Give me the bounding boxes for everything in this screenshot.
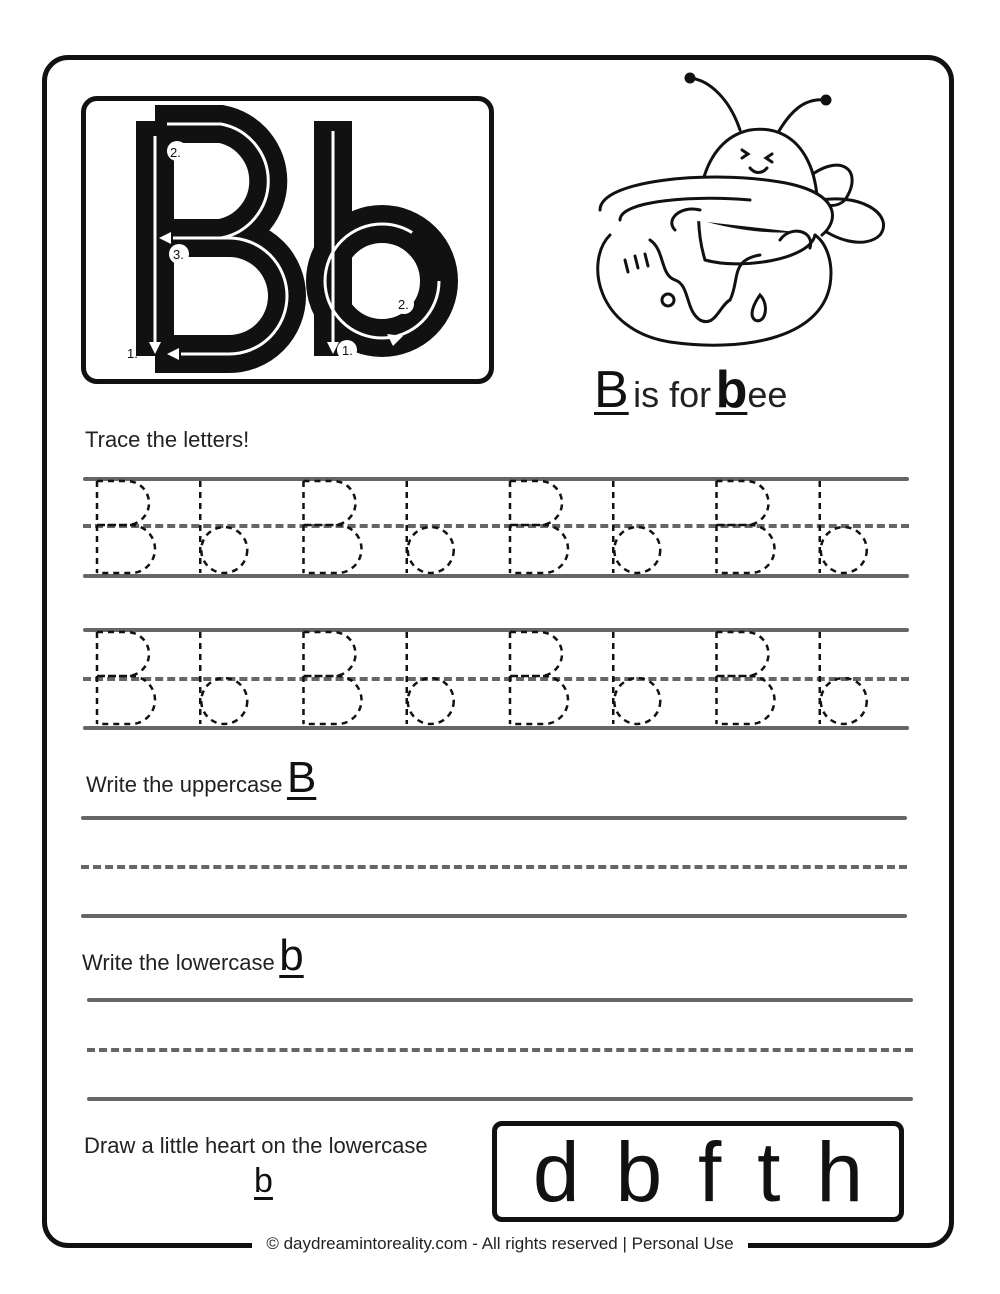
trace-letter-lower-b[interactable]: [407, 481, 454, 573]
stroke-number: 3.: [173, 247, 184, 262]
trace-row-1-letters: [83, 477, 909, 577]
footer: [0, 1234, 1000, 1254]
caption-upper-letter: B: [594, 361, 629, 419]
choice-letter[interactable]: b: [615, 1124, 663, 1219]
letter-choices-box: [492, 1121, 904, 1222]
lowercase-section-label: Write the lowercase: [82, 950, 275, 975]
choice-letter[interactable]: h: [816, 1124, 864, 1219]
lowercase-writing-top-line[interactable]: [87, 998, 913, 1002]
bee-honey-pot-illustration: [590, 70, 890, 360]
trace-letter-upper-b[interactable]: [304, 632, 362, 724]
uppercase-section-letter: B: [286, 753, 317, 802]
trace-letter-lower-b[interactable]: [820, 632, 867, 724]
trace-letter-lower-b[interactable]: [200, 632, 247, 724]
trace-letter-upper-b[interactable]: [717, 632, 775, 724]
trace-letter-lower-b[interactable]: [200, 481, 247, 573]
trace-letter-lower-b[interactable]: [613, 481, 660, 573]
lowercase-writing-mid-line[interactable]: [87, 1048, 913, 1052]
footer-text: © daydreamintoreality.com - All rights reserved | Personal Use: [252, 1234, 747, 1253]
trace-letter-upper-b[interactable]: [717, 481, 775, 573]
uppercase-section-heading: [86, 753, 317, 802]
lowercase-section-letter: b: [279, 931, 304, 980]
caption-is-for: is for: [633, 374, 712, 415]
choice-letter[interactable]: t: [757, 1124, 781, 1219]
caption-word-letter: b: [715, 361, 748, 419]
uppercase-writing-base-line[interactable]: [81, 914, 907, 918]
model-letter-upper-b: [136, 121, 287, 360]
lowercase-writing-base-line[interactable]: [87, 1097, 913, 1101]
trace-letter-upper-b[interactable]: [97, 632, 155, 724]
trace-letter-upper-b[interactable]: [510, 632, 568, 724]
trace-letter-upper-b[interactable]: [510, 481, 568, 573]
trace-letter-lower-b[interactable]: [820, 481, 867, 573]
stroke-number: 1.: [127, 346, 138, 361]
uppercase-writing-mid-line[interactable]: [81, 865, 907, 869]
trace-letter-lower-b[interactable]: [613, 632, 660, 724]
stroke-number: 1.: [342, 343, 353, 358]
heart-section-label: Draw a little heart on the lowercase: [84, 1133, 428, 1158]
model-letter-lower-b: [314, 121, 439, 360]
heart-section-letter: b: [254, 1162, 273, 1200]
trace-letter-upper-b[interactable]: [97, 481, 155, 573]
lowercase-section-heading: [82, 931, 304, 980]
trace-letter-lower-b[interactable]: [407, 632, 454, 724]
model-letters-art: [81, 96, 494, 384]
trace-letter-upper-b[interactable]: [304, 481, 362, 573]
choice-letter[interactable]: d: [532, 1124, 580, 1219]
uppercase-writing-top-line[interactable]: [81, 816, 907, 820]
uppercase-section-label: Write the uppercase: [86, 772, 283, 797]
trace-instruction: Trace the letters!: [85, 427, 250, 452]
stroke-number: 2.: [170, 145, 181, 160]
choice-letter[interactable]: f: [698, 1124, 722, 1219]
stroke-number: 2.: [398, 297, 409, 312]
caption-word-rest: ee: [747, 374, 788, 415]
caption: [594, 360, 787, 420]
trace-row-2-letters: [83, 628, 909, 728]
